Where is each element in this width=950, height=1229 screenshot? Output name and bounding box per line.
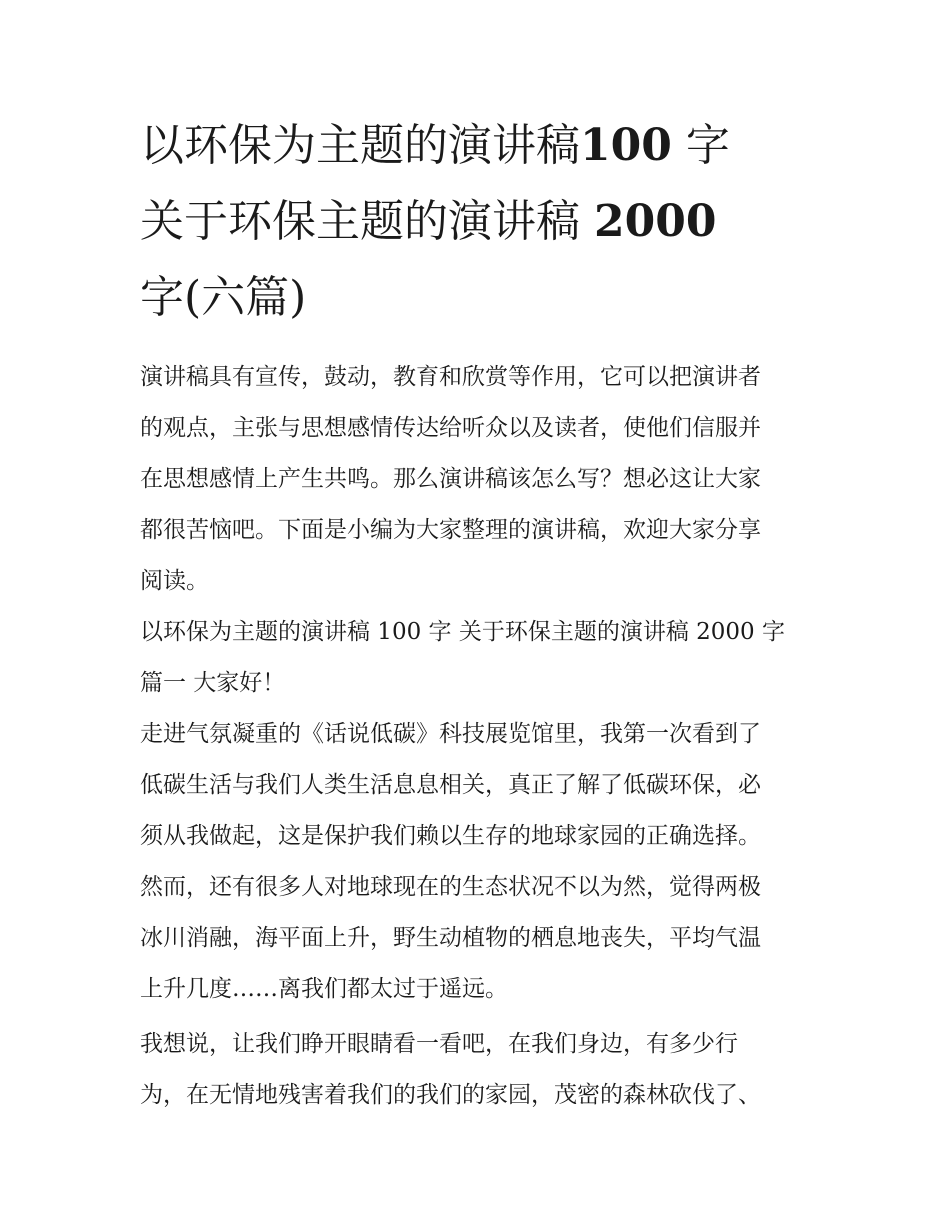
document-title xyxy=(140,108,812,336)
body-paragraph-2 xyxy=(140,1019,812,1121)
text-line: 我想说，让我们睁开眼睛看一看吧，在我们身边，有多少行 xyxy=(140,1031,738,1057)
title-text: 关于环保主题的演讲稿 xyxy=(140,196,594,247)
text-line: 在思想感情上产生共鸣。那么演讲稿该怎么写？想必这让大家 xyxy=(140,466,761,492)
title-line xyxy=(140,108,812,184)
text-line: 都很苦恼吧。下面是小编为大家整理的演讲稿，欢迎大家分享 xyxy=(140,517,761,543)
title-tail: 字 xyxy=(671,120,730,171)
document-page xyxy=(140,108,812,1121)
text-line: 冰川消融，海平面上升，野生动植物的栖息地丧失，平均气温 xyxy=(140,925,761,951)
text-line: 为，在无情地残害着我们的我们的家园，茂密的森林砍伐了、 xyxy=(140,1082,761,1108)
document-body xyxy=(140,352,812,1121)
greeting-line: 篇一 大家好！ xyxy=(140,670,286,696)
title-number: 2000 xyxy=(594,196,717,247)
title-number: 100 xyxy=(580,120,672,171)
text-line: 走进气氛凝重的《话说低碳》科技展览馆里，我第一次看到了 xyxy=(140,721,761,747)
intro-paragraph xyxy=(140,352,812,607)
body-paragraph-1 xyxy=(140,709,812,1015)
title-text: 以环保为主题的演讲稿 xyxy=(140,120,580,171)
text-line: 须从我做起，这是保护我们赖以生存的地球家园的正确选择。 xyxy=(140,823,761,849)
text-line: 低碳生活与我们人类生活息息相关，真正了解了低碳环保，必 xyxy=(140,772,761,798)
title-text: 字(六篇) xyxy=(140,272,307,323)
subtitle-paragraph xyxy=(140,607,812,658)
text-line: 演讲稿具有宣传，鼓动，教育和欣赏等作用，它可以把演讲者 xyxy=(140,364,761,390)
title-line xyxy=(140,184,812,260)
text-line: 的观点，主张与思想感情传达给听众以及读者，使他们信服并 xyxy=(140,415,761,441)
title-line xyxy=(140,260,812,336)
text-line: 上升几度……离我们都太过于遥远。 xyxy=(140,976,508,1002)
greeting-paragraph xyxy=(140,658,812,709)
text-line: 阅读。 xyxy=(140,568,209,594)
subtitle-line: 以环保为主题的演讲稿 100 字 关于环保主题的演讲稿 2000 字 xyxy=(140,619,785,645)
text-line: 然而，还有很多人对地球现在的生态状况不以为然，觉得两极 xyxy=(140,874,761,900)
